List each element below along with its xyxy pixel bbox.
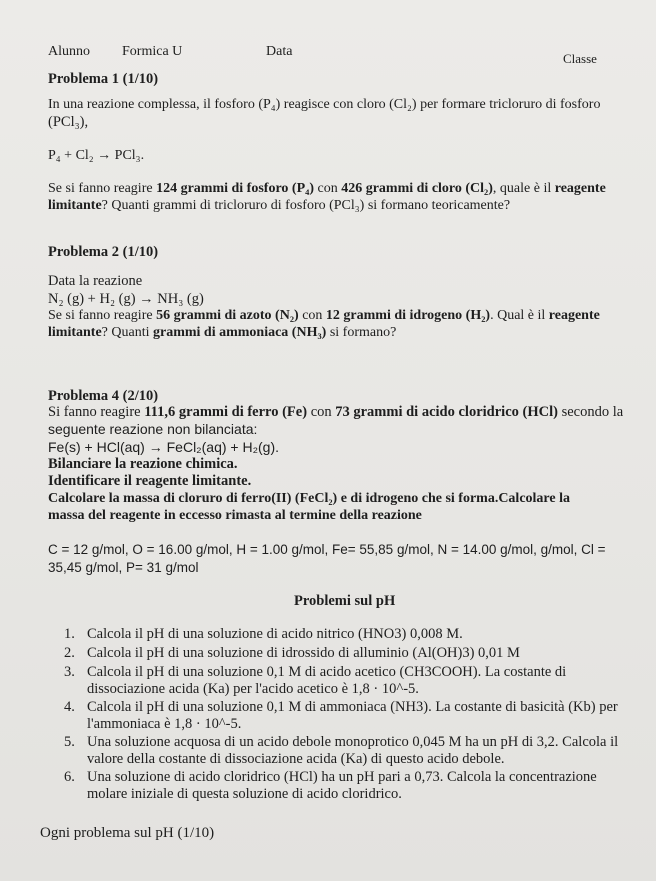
q-text: , quale è il	[492, 181, 555, 196]
ph-problem-text: Calcola il pH di una soluzione di idrossido di alluminio (Al(OH)3) 0,01 M	[87, 645, 520, 661]
q-emph-reagente: reagente	[548, 308, 600, 323]
problem-4-line1	[48, 404, 623, 421]
problem-2-title: Problema 2 (1/10)	[48, 244, 159, 260]
ph-problem-number: 2.	[64, 645, 75, 661]
q-emph-azoto: 56 grammi di azoto (N₂)	[156, 308, 299, 323]
alunno-label: Alunno	[48, 44, 90, 59]
q-emph-hcl: 73 grammi di acido cloridrico (HCl)	[335, 404, 558, 420]
problem-1-title: Problema 1 (1/10)	[48, 71, 159, 87]
q-text: ? Quanti	[101, 325, 153, 340]
problem-2-equation: N₂ (g) + H₂ (g) → NH₃ (g)	[48, 291, 204, 307]
problem-1-question-line1	[48, 180, 606, 197]
problem-4-task-balance: Bilanciare la reazione chimica.	[48, 456, 238, 472]
q-text: Se si fanno reagire	[48, 308, 157, 323]
q-emph-limitante: limitante	[48, 325, 102, 340]
problem-4-line2: seguente reazione non bilanciata:	[48, 421, 258, 437]
q-text: Si fanno reagire	[48, 404, 145, 420]
ph-problem-text: Una soluzione di acido cloridrico (HCl) ha un pH pari a 0,73. Calcola la concentrazione	[87, 769, 597, 785]
ph-problem-number: 6.	[64, 769, 75, 785]
problem-4-task-mass-line2: massa del reagente in eccesso rimasta al termine della reazione	[48, 508, 422, 523]
problem-1-intro-line2: (PCl₃),	[48, 114, 89, 130]
problem-4-equation: Fe(s) + HCl(aq) → FeCl₂(aq) + H₂(g).	[48, 439, 280, 455]
q-emph-limitante: limitante	[48, 198, 102, 213]
problem-1-question-line2	[48, 197, 510, 214]
q-text: con	[314, 181, 342, 196]
q-text: con	[298, 308, 326, 323]
problem-2-question-line1	[48, 307, 600, 324]
molar-masses-line1: C = 12 g/mol, O = 16.00 g/mol, H = 1.00 g/mol, Fe= 55,85 g/mol, N = 14.00 g/mol, g/mol, Cl =	[48, 542, 606, 557]
q-text: ? Quanti grammi di tricloruro di fosforo (PCl₃) si formano teoricamente?	[101, 198, 511, 213]
problem-4-title: Problema 4 (2/10)	[48, 388, 159, 404]
classe-label: Classe	[563, 51, 597, 66]
q-emph-ferro: 111,6 grammi di ferro (Fe)	[144, 404, 308, 420]
q-emph-idrogeno: 12 grammi di idrogeno (H₂)	[325, 308, 491, 323]
ph-problem-number: 4.	[64, 699, 75, 715]
problem-2-intro: Data la reazione	[48, 273, 143, 289]
alunno-value: Formica U	[122, 44, 183, 59]
problem-4-task-limiting: Identificare il reagente limitante.	[48, 473, 252, 489]
q-text: si formano?	[326, 325, 397, 340]
ph-problem-text: Calcola il pH di una soluzione 0,1 M di ammoniaca (NH3). La costante di basicità (Kb) per	[87, 699, 618, 715]
q-text: . Qual è il	[490, 308, 549, 323]
data-label: Data	[266, 44, 293, 59]
ph-problem-number: 5.	[64, 734, 75, 750]
q-emph-cloro: 426 grammi di cloro (Cl₂)	[341, 181, 493, 196]
ph-footer-score: Ogni problema sul pH (1/10)	[40, 825, 215, 841]
q-text: con	[307, 404, 336, 420]
q-text: Se si fanno reagire	[48, 181, 157, 196]
ph-problem-text: Calcola il pH di una soluzione di acido nitrico (HNO3) 0,008 M.	[87, 626, 463, 642]
problem-1-intro-line1: In una reazione complessa, il fosforo (P₄) reagisce con cloro (Cl₂) per formare tricloruro di fosforo	[48, 97, 601, 112]
problem-4-task-mass-line1: Calcolare la massa di cloruro di ferro(II) (FeCl₂) e di idrogeno che si forma.Calcolare la	[48, 491, 570, 506]
ph-problem-text: valore della costante di dissociazione acida (Ka) di questo acido debole.	[87, 751, 505, 767]
problem-2-question-line2	[48, 324, 396, 341]
problem-1-equation: P₄ + Cl₂ → PCl₃.	[48, 148, 145, 163]
molar-masses-line2: 35,45 g/mol, P= 31 g/mol	[48, 560, 199, 575]
ph-problem-number: 3.	[64, 664, 75, 680]
ph-problem-text: l'ammoniaca è 1,8 · 10^-5.	[87, 716, 242, 732]
ph-problem-text: molare iniziale di questa soluzione di acido cloridrico.	[87, 786, 402, 802]
ph-problem-number: 1.	[64, 626, 75, 642]
ph-problem-text: Calcola il pH di una soluzione 0,1 M di acido acetico (CH3COOH). La costante di	[87, 664, 567, 680]
q-emph-ammoniaca: grammi di ammoniaca (NH₃)	[152, 325, 327, 340]
ph-problem-text: dissociazione acida (Ka) per l'acido acetico è 1,8 · 10^-5.	[87, 681, 419, 697]
ph-problem-text: Una soluzione acquosa di un acido debole monoprotico 0,045 M ha un pH di 3,2. Calcola il	[87, 734, 619, 750]
ph-section-title: Problemi sul pH	[294, 593, 396, 609]
q-emph-reagente: reagente	[554, 181, 606, 196]
q-emph-fosforo: 124 grammi di fosforo (P₄)	[156, 181, 314, 196]
q-text: secondo la	[557, 404, 624, 420]
